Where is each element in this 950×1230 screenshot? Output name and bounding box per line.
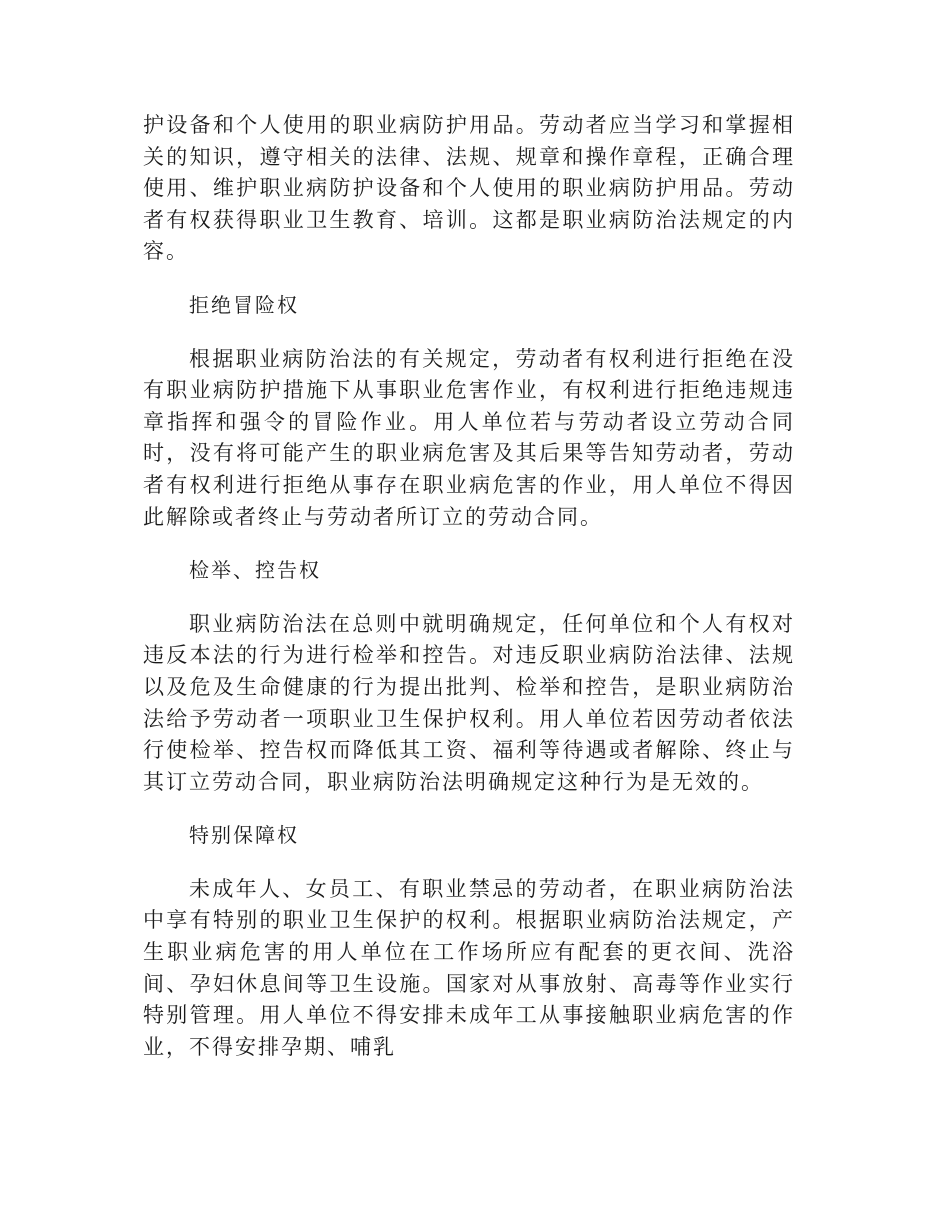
paragraph-gap bbox=[143, 587, 795, 609]
paragraph-gap bbox=[143, 533, 795, 555]
paragraph-refuse-risk-right: 根据职业病防治法的有关规定，劳动者有权利进行拒绝在没有职业病防护措施下从事职业危害作业，有权利进行拒绝违规违章指挥和强令的冒险作业。用人单位若与劳动者设立劳动合同时，没有将可能产生的职业病危害及其后果等告知劳动者，劳动者有权利进行拒绝从事存在职业病危害的作业，用人单位不得因此解除或者终止与劳动者所订立的劳动合同。 bbox=[143, 346, 795, 529]
paragraph-gap bbox=[143, 852, 795, 874]
document-body bbox=[143, 110, 795, 1063]
paragraph-gap bbox=[143, 798, 795, 820]
paragraph-special-protection-right: 未成年人、女员工、有职业禁忌的劳动者，在职业病防治法中享有特别的职业卫生保护的权利。根据职业病防治法规定，产生职业病危害的用人单位在工作场所应有配套的更衣间、洗浴间、孕妇休息间等卫生设施。国家对从事放射、高毒等作业实行特别管理。用人单位不得安排未成年工从事接触职业病危害的作业，不得安排孕期、哺乳 bbox=[143, 876, 795, 1059]
paragraph-report-accuse-right: 职业病防治法在总则中就明确规定，任何单位和个人有权对违反本法的行为进行检举和控告。对违反职业病防治法律、法规以及危及生命健康的行为提出批判、检举和控告，是职业病防治法给予劳动者一项职业卫生保护权利。用人单位若因劳动者依法行使检举、控告权而降低其工资、福利等待遇或者解除、终止与其订立劳动合同，职业病防治法明确规定这种行为是无效的。 bbox=[143, 611, 795, 794]
paragraph-gap bbox=[143, 268, 795, 290]
paragraph-gap bbox=[143, 322, 795, 344]
heading-special-protection-right: 特别保障权 bbox=[189, 823, 299, 848]
heading-refuse-risk-right: 拒绝冒险权 bbox=[189, 292, 299, 317]
heading-report-accuse-right: 检举、控告权 bbox=[189, 558, 321, 583]
paragraph-protective-equipment: 护设备和个人使用的职业病防护用品。劳动者应当学习和掌握相关的知识，遵守相关的法律、法规、规章和操作章程，正确合理使用、维护职业病防护设备和个人使用的职业病防护用品。劳动者有权获得职业卫生教育、培训。这都是职业病防治法规定的内容。 bbox=[143, 113, 795, 264]
